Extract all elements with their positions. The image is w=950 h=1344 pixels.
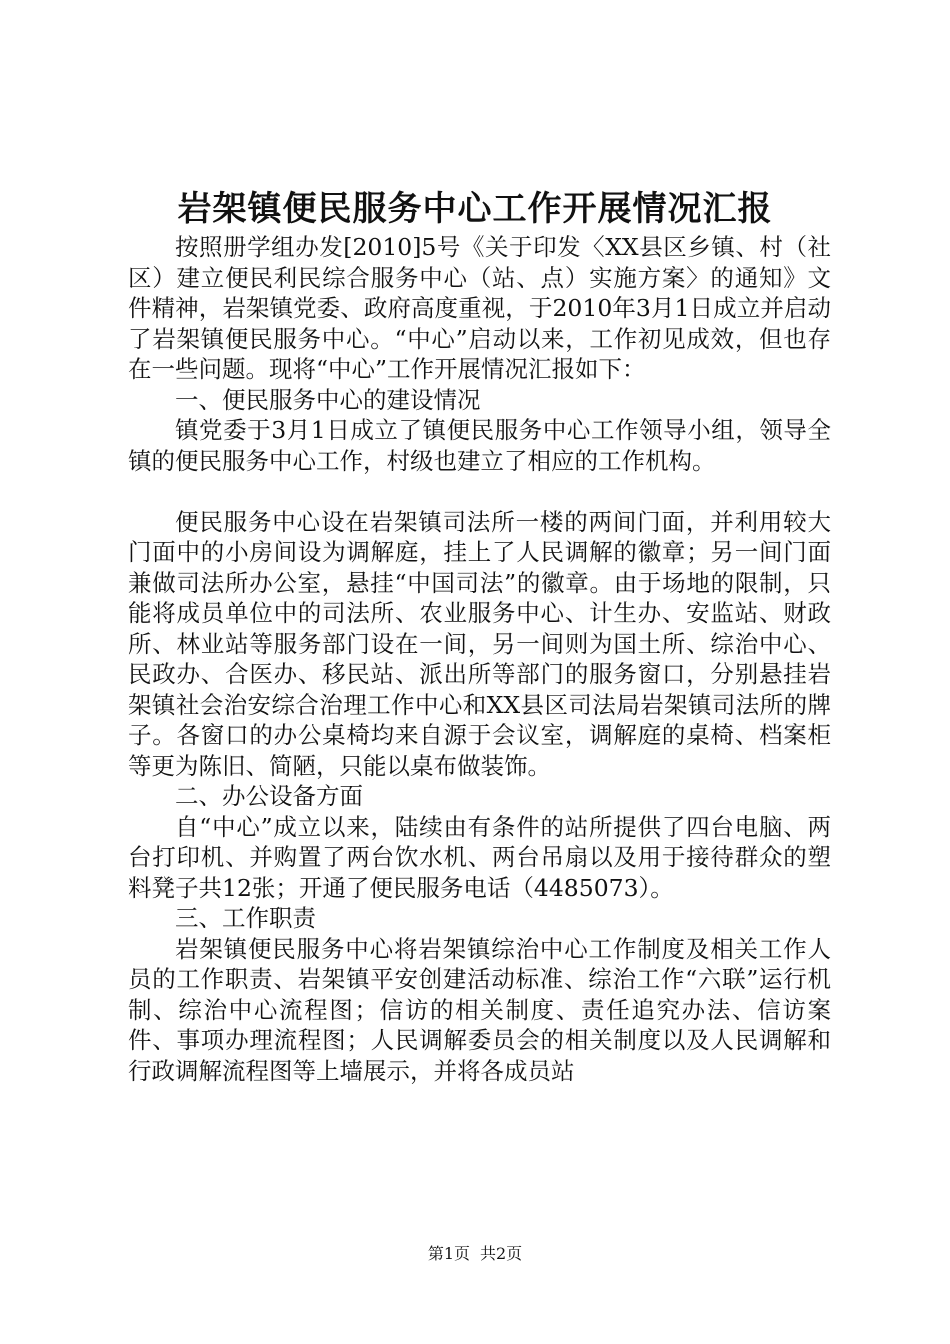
page-number: 第1页: [427, 1244, 470, 1263]
duties-paragraph: 岩架镇便民服务中心将岩架镇综治中心工作制度及相关工作人员的工作职责、岩架镇平安创建活动标准、综治工作“六联”运行机制、综治中心流程图；信访的相关制度、责任追究办法、信访案件、事项办理流程图；人民调解委员会的相关制度以及人民调解和行政调解流程图等上墙展示，并将各成员站: [128, 934, 831, 1085]
blank-line: [128, 476, 831, 507]
section-heading-duties: 三、工作职责: [175, 904, 316, 932]
construction-paragraph-2: 便民服务中心设在岩架镇司法所一楼的两间门面，并利用较大门面中的小房间设为调解庭，挂上了人民调解的徽章；另一间门面兼做司法所办公室，悬挂“中国司法”的徽章。由于场地的限制，只能将成员单位中的司法所、农业服务中心、计生办、安监站、财政所、林业站等服务部门设在一间，另一间则为国土所、综治中心、民政办、合医办、移民站、派出所等部门的服务窗口，分别悬挂岩架镇社会治安综合治理工作中心和XX县区司法局岩架镇司法所的牌子。各窗口的办公桌椅均来自源于会议室，调解庭的桌椅、档案柜等更为陈旧、简陋，只能以桌布做装饰。: [128, 507, 831, 780]
document-title: 岩架镇便民服务中心工作开展情况汇报: [177, 189, 773, 229]
document-body: [128, 232, 831, 1086]
section-heading-construction: 一、便民服务中心的建设情况: [175, 385, 481, 414]
equipment-paragraph: 自“中心”成立以来，陆续由有条件的站所提供了四台电脑、两台打印机、并购置了两台饮水机、两台吊扇以及用于接待群众的塑料凳子共12张；开通了便民服务电话（4485073）。: [128, 812, 831, 902]
intro-paragraph: 按照册学组办发[2010]5号《关于印发〈XX县区乡镇、村（社区）建立便民利民综合服务中心（站、点）实施方案〉的通知》文件精神，岩架镇党委、政府高度重视，于2010年3月1日成立并启动了岩架镇便民服务中心。“中心”启动以来，工作初见成效，但也存在一些问题。现将“中心”工作开展情况汇报如下：: [128, 233, 831, 383]
page-footer: [0, 1243, 950, 1265]
page-total: 共2页: [480, 1244, 523, 1263]
construction-paragraph-1: 镇党委于3月1日成立了镇便民服务中心工作领导小组，领导全镇的便民服务中心工作，村级也建立了相应的工作机构。: [128, 416, 831, 475]
section-heading-equipment: 二、办公设备方面: [175, 782, 363, 810]
